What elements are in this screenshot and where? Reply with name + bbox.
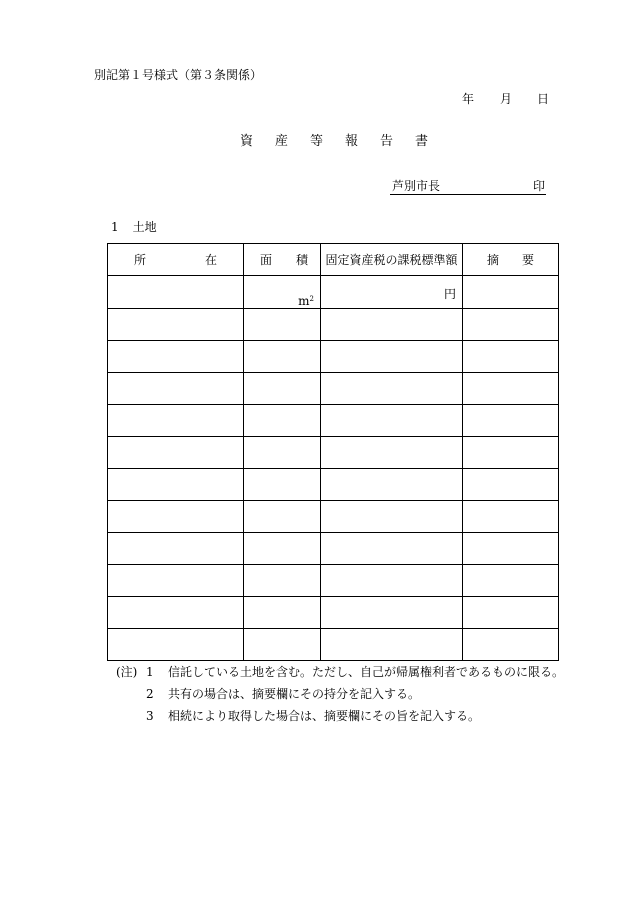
location-cell[interactable]: [108, 276, 244, 309]
table-row: [108, 276, 559, 309]
area-cell[interactable]: [244, 373, 321, 405]
section-heading: [111, 221, 157, 233]
area-cell[interactable]: [244, 437, 321, 469]
area-unit: $m^2$: [298, 294, 314, 308]
section-number: 1: [111, 220, 119, 234]
remarks-cell[interactable]: [463, 533, 559, 565]
area-cell[interactable]: [244, 405, 321, 437]
date-day-label: 日: [537, 92, 550, 106]
area-cell[interactable]: [244, 469, 321, 501]
remarks-cell[interactable]: [463, 469, 559, 501]
location-cell[interactable]: [108, 501, 244, 533]
location-header-char: 所: [134, 253, 147, 267]
note-text: 信託している土地を含む。ただし、自己が帰属権利者であるものに限る。: [168, 665, 565, 679]
remarks-cell[interactable]: [463, 405, 559, 437]
taxable-value-cell[interactable]: [321, 597, 463, 629]
area-cell[interactable]: [244, 533, 321, 565]
date-year-label: 年: [462, 92, 475, 106]
taxable-value-cell[interactable]: [321, 629, 463, 661]
note-prefix: (注): [116, 665, 138, 679]
form-label: 別記第１号様式（第３条関係）: [94, 68, 263, 82]
area-cell[interactable]: [244, 565, 321, 597]
taxable-value-cell[interactable]: [321, 469, 463, 501]
table-row: [108, 533, 559, 565]
remarks-cell[interactable]: [463, 565, 559, 597]
table-row: [108, 437, 559, 469]
location-cell[interactable]: [108, 405, 244, 437]
table-header-row: [108, 244, 559, 276]
area-cell[interactable]: [244, 309, 321, 341]
note-item: [116, 710, 480, 722]
table-row: [108, 501, 559, 533]
taxable-value-cell[interactable]: [321, 309, 463, 341]
location-header-char: 在: [204, 253, 217, 267]
taxable-value-cell[interactable]: [321, 533, 463, 565]
remarks-cell[interactable]: [463, 309, 559, 341]
table-row: [108, 309, 559, 341]
remarks-cell[interactable]: [463, 341, 559, 373]
location-cell[interactable]: [108, 437, 244, 469]
table-row: [108, 469, 559, 501]
location-cell[interactable]: [108, 597, 244, 629]
location-cell[interactable]: [108, 533, 244, 565]
note-number: 3: [146, 709, 154, 723]
remarks-cell[interactable]: [463, 276, 559, 309]
table-row: [108, 405, 559, 437]
area-cell[interactable]: [244, 276, 321, 309]
note-text: 共有の場合は、摘要欄にその持分を記入する。: [168, 687, 421, 701]
section-title: 土地: [132, 220, 157, 234]
taxable-value-cell[interactable]: [321, 501, 463, 533]
remarks-cell[interactable]: [463, 597, 559, 629]
location-cell[interactable]: [108, 373, 244, 405]
remarks-cell[interactable]: [463, 501, 559, 533]
taxable-value-cell[interactable]: [321, 437, 463, 469]
area-cell[interactable]: [244, 501, 321, 533]
document-title: 資産等報告書: [240, 134, 451, 149]
location-cell[interactable]: [108, 309, 244, 341]
taxable-value-cell[interactable]: [321, 565, 463, 597]
location-cell[interactable]: [108, 565, 244, 597]
remarks-header: [463, 244, 559, 276]
location-cell[interactable]: [108, 629, 244, 661]
taxable-value-cell[interactable]: [321, 276, 463, 309]
area-cell[interactable]: [244, 629, 321, 661]
location-cell[interactable]: [108, 469, 244, 501]
taxable-value-cell[interactable]: [321, 341, 463, 373]
land-table: [107, 243, 559, 661]
seal-mark: 印: [532, 179, 545, 193]
table-row: [108, 565, 559, 597]
area-header-char: 積: [295, 253, 308, 267]
remarks-cell[interactable]: [463, 373, 559, 405]
note-number: 1: [146, 665, 154, 679]
yen-unit: 円: [443, 287, 456, 301]
location-cell[interactable]: [108, 341, 244, 373]
remarks-cell[interactable]: [463, 629, 559, 661]
note-text: 相続により取得した場合は、摘要欄にその旨を記入する。: [168, 709, 481, 723]
area-cell[interactable]: [244, 597, 321, 629]
location-header: [108, 244, 244, 276]
signer-name: 芦別市長: [392, 179, 441, 193]
table-row: [108, 373, 559, 405]
remarks-cell[interactable]: [463, 437, 559, 469]
note-number: 2: [146, 687, 154, 701]
note-item: [116, 688, 420, 700]
area-header: [244, 244, 321, 276]
taxable-value-header: 固定資産税の課税標準額: [321, 244, 463, 276]
table-row: [108, 629, 559, 661]
note-item: [116, 666, 564, 678]
remarks-header-char: 摘: [487, 253, 500, 267]
area-cell[interactable]: [244, 341, 321, 373]
remarks-header-char: 要: [521, 253, 534, 267]
area-header-char: 面: [260, 253, 273, 267]
date-month-label: 月: [500, 92, 513, 106]
table-row: [108, 341, 559, 373]
taxable-value-cell[interactable]: [321, 373, 463, 405]
signer-line: [390, 180, 546, 195]
table-row: [108, 597, 559, 629]
taxable-value-cell[interactable]: [321, 405, 463, 437]
